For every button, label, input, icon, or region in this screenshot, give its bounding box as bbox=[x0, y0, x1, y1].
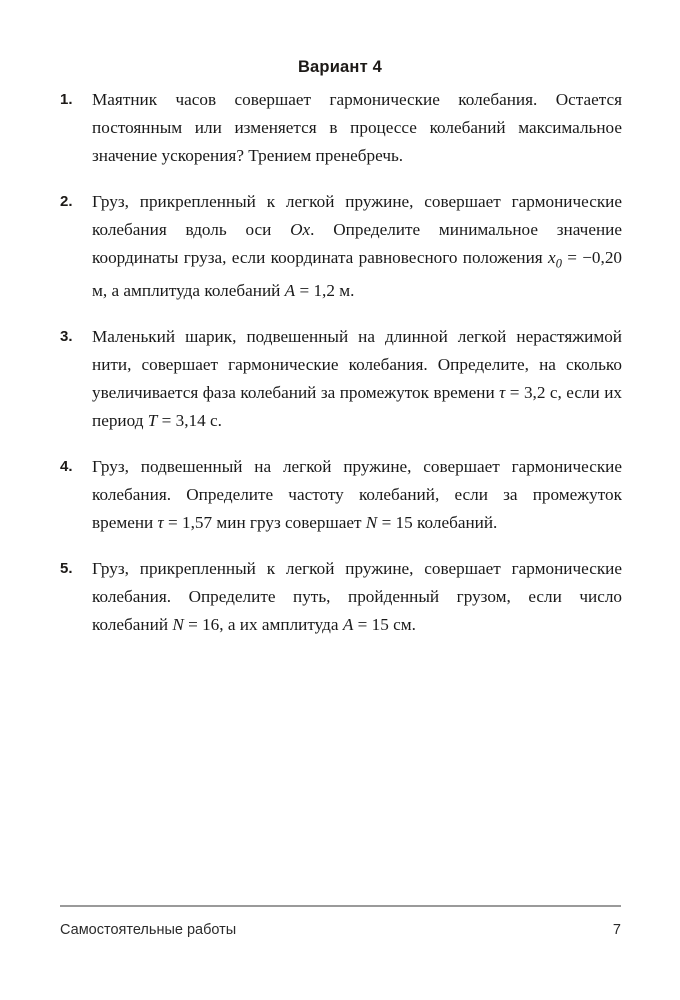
problem-text-segment: Груз, подвешенный на легкой пружине, совершает гармонические колебания. Определите частоту колебаний, если за промежуток времени bbox=[92, 457, 622, 533]
problem-text-segment: Груз, прикрепленный к легкой пружине, совершает гармонические колебания вдоль оси bbox=[92, 192, 622, 239]
footer-section-title: Самостоятельные работы bbox=[60, 922, 237, 938]
problem-number: 3. bbox=[60, 328, 73, 346]
problem-text bbox=[92, 555, 622, 639]
problem-text bbox=[92, 188, 622, 305]
problem-list bbox=[60, 86, 622, 639]
footer-divider bbox=[60, 905, 621, 907]
page-title: Вариант 4 bbox=[297, 58, 383, 76]
problem-text-segment: = 3,14 с. bbox=[157, 411, 222, 431]
list-item bbox=[60, 86, 622, 170]
problem-text-segment: Маятник часов совершает гармонические колебания. Остается постоянным или изменяется в процессе колебаний максимальное значение ускорения? Трением пренебречь. bbox=[92, 90, 622, 165]
problem-text-segment: . Определите минимальное значение координаты груза, если координата равновесного положения bbox=[92, 220, 622, 267]
problem-text-segment: = 1,2 м. bbox=[295, 281, 355, 301]
problem-text-segment: = 15 см. bbox=[353, 615, 416, 635]
problem-text-segment: = 1,57 мин груз совершает bbox=[163, 513, 366, 533]
math-symbol-amplitude: A bbox=[284, 281, 296, 301]
problem-text bbox=[92, 323, 622, 435]
math-symbol-axis: Ox bbox=[290, 220, 311, 239]
problem-text-segment: Маленький шарик, подвешенный на длинной легкой нерастяжимой нити, совершает гармонические колебания. Определите, на сколько увеличивается фаза колебаний за промежуток времени bbox=[92, 327, 622, 403]
list-item bbox=[60, 453, 622, 537]
math-subscript: 0 bbox=[555, 256, 562, 271]
problem-text-segment: Груз, прикрепленный к легкой пружине, совершает гармонические колебания. Определите путь, пройденный грузом, если число колебаний bbox=[92, 559, 622, 635]
list-item bbox=[60, 188, 622, 305]
math-symbol-tau: τ bbox=[499, 383, 506, 403]
math-symbol-x: x bbox=[548, 248, 556, 267]
problem-text-segment: = 15 колебаний. bbox=[377, 513, 498, 533]
page-number: 7 bbox=[612, 922, 621, 938]
list-item bbox=[60, 323, 622, 435]
math-symbol-count: N bbox=[172, 615, 184, 635]
problem-text-segment: = 3,2 с, если их период bbox=[92, 383, 623, 431]
problem-text bbox=[92, 86, 622, 170]
problem-number: 5. bbox=[60, 560, 73, 578]
problem-text-segment: = −0,20 м, а амплитуда колебаний bbox=[92, 248, 623, 301]
page-footer bbox=[60, 917, 621, 943]
math-symbol-amplitude: A bbox=[342, 615, 354, 635]
problem-text-segment: = 16, а их амплитуда bbox=[183, 615, 343, 635]
problem-text bbox=[92, 453, 622, 537]
problem-number: 2. bbox=[60, 193, 73, 210]
math-symbol-count: N bbox=[365, 513, 378, 533]
math-symbol-tau: τ bbox=[157, 513, 164, 533]
problem-number: 1. bbox=[60, 91, 73, 108]
list-item bbox=[60, 555, 622, 639]
math-symbol-period: T bbox=[147, 411, 158, 431]
problem-number: 4. bbox=[60, 458, 73, 476]
